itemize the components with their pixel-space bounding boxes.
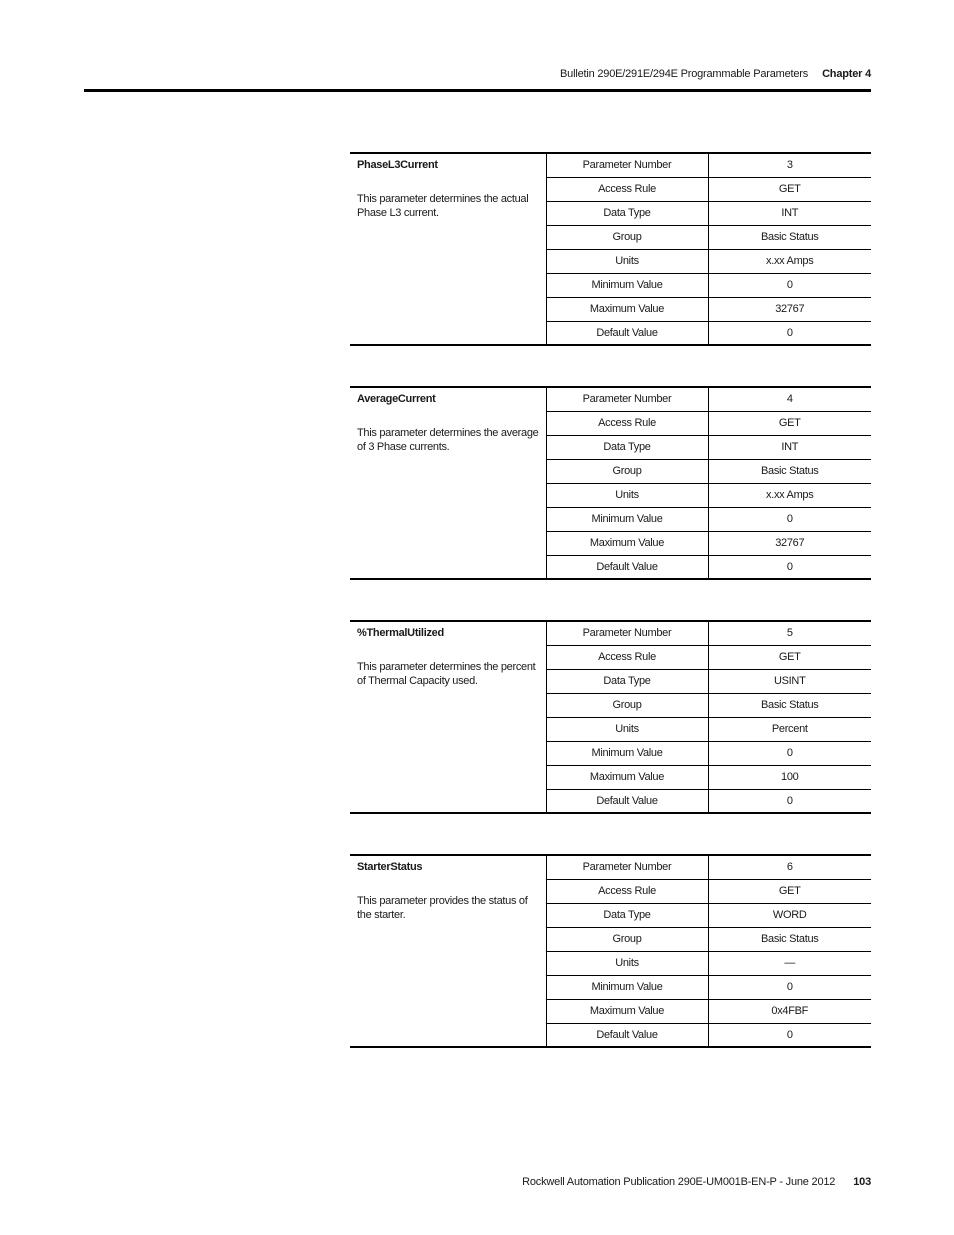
row-value: GET xyxy=(708,177,871,201)
row-value: 0 xyxy=(708,273,871,297)
row-label: Default Value xyxy=(546,321,708,345)
row-value: WORD xyxy=(708,903,871,927)
parameter-name: AverageCurrent xyxy=(357,393,436,405)
row-label: Units xyxy=(546,249,708,273)
row-value: Percent xyxy=(708,717,871,741)
header-chapter: Chapter 4 xyxy=(822,68,871,80)
parameter-table-averagecurrent xyxy=(350,386,871,580)
row-value: Basic Status xyxy=(708,927,871,951)
row-value: 0 xyxy=(708,741,871,765)
row-label: Default Value xyxy=(546,1023,708,1047)
row-value: 0 xyxy=(708,789,871,813)
row-label: Data Type xyxy=(546,435,708,459)
row-value: GET xyxy=(708,645,871,669)
header-rule xyxy=(84,89,871,92)
row-label: Units xyxy=(546,483,708,507)
row-value: Basic Status xyxy=(708,693,871,717)
row-label: Access Rule xyxy=(546,879,708,903)
parameter-table-starterstatus xyxy=(350,854,871,1048)
row-value: GET xyxy=(708,879,871,903)
table-row xyxy=(350,153,871,177)
row-label: Maximum Value xyxy=(546,297,708,321)
row-label: Parameter Number xyxy=(546,387,708,411)
row-label: Minimum Value xyxy=(546,741,708,765)
parameter-table-thermalutilized xyxy=(350,620,871,814)
row-label: Group xyxy=(546,225,708,249)
row-value: 0x4FBF xyxy=(708,999,871,1023)
page-header xyxy=(84,66,871,82)
row-label: Default Value xyxy=(546,789,708,813)
row-value: GET xyxy=(708,411,871,435)
parameter-table-phasel3current xyxy=(350,152,871,346)
row-label: Data Type xyxy=(546,903,708,927)
row-value: 0 xyxy=(708,975,871,999)
row-value: 32767 xyxy=(708,297,871,321)
row-value: x.xx Amps xyxy=(708,249,871,273)
parameter-description: This parameter determines the percent of Thermal Capacity used. xyxy=(357,661,536,687)
row-label: Group xyxy=(546,927,708,951)
parameter-name: StarterStatus xyxy=(357,861,423,873)
row-label: Group xyxy=(546,459,708,483)
table-row xyxy=(350,855,871,879)
parameter-description: This parameter determines the actual Phase L3 current. xyxy=(357,193,529,219)
header-title: Bulletin 290E/291E/294E Programmable Parameters xyxy=(560,68,809,80)
row-label: Units xyxy=(546,717,708,741)
footer-publication: Rockwell Automation Publication 290E-UM001B-EN-P - June 2012 xyxy=(522,1176,836,1188)
row-label: Maximum Value xyxy=(546,765,708,789)
row-value: INT xyxy=(708,435,871,459)
row-label: Group xyxy=(546,693,708,717)
row-value: Basic Status xyxy=(708,459,871,483)
row-value: 5 xyxy=(708,621,871,645)
row-value: — xyxy=(708,951,871,975)
row-label: Parameter Number xyxy=(546,153,708,177)
row-label: Minimum Value xyxy=(546,507,708,531)
row-label: Parameter Number xyxy=(546,621,708,645)
row-value: x.xx Amps xyxy=(708,483,871,507)
page-number: 103 xyxy=(853,1176,871,1188)
parameter-description-cell xyxy=(350,153,546,345)
row-label: Data Type xyxy=(546,201,708,225)
parameter-description-cell xyxy=(350,855,546,1047)
parameter-description-cell xyxy=(350,387,546,579)
row-label: Maximum Value xyxy=(546,531,708,555)
parameter-description-cell xyxy=(350,621,546,813)
parameter-description: This parameter determines the average of 3 Phase currents. xyxy=(357,427,539,453)
parameter-name: PhaseL3Current xyxy=(357,159,438,171)
row-value: 0 xyxy=(708,555,871,579)
table-row xyxy=(350,621,871,645)
row-value: INT xyxy=(708,201,871,225)
table-row xyxy=(350,387,871,411)
row-value: Basic Status xyxy=(708,225,871,249)
row-value: 100 xyxy=(708,765,871,789)
parameter-description: This parameter provides the status of the starter. xyxy=(357,895,528,921)
parameter-name: %ThermalUtilized xyxy=(357,627,444,639)
row-label: Maximum Value xyxy=(546,999,708,1023)
row-label: Access Rule xyxy=(546,177,708,201)
row-value: 0 xyxy=(708,321,871,345)
row-value: 4 xyxy=(708,387,871,411)
row-value: 6 xyxy=(708,855,871,879)
row-value: USINT xyxy=(708,669,871,693)
row-label: Minimum Value xyxy=(546,975,708,999)
page-footer xyxy=(84,1174,871,1190)
row-label: Parameter Number xyxy=(546,855,708,879)
row-label: Units xyxy=(546,951,708,975)
row-label: Default Value xyxy=(546,555,708,579)
row-value: 32767 xyxy=(708,531,871,555)
row-value: 0 xyxy=(708,507,871,531)
row-label: Access Rule xyxy=(546,411,708,435)
row-label: Data Type xyxy=(546,669,708,693)
row-label: Minimum Value xyxy=(546,273,708,297)
row-value: 3 xyxy=(708,153,871,177)
row-label: Access Rule xyxy=(546,645,708,669)
row-value: 0 xyxy=(708,1023,871,1047)
